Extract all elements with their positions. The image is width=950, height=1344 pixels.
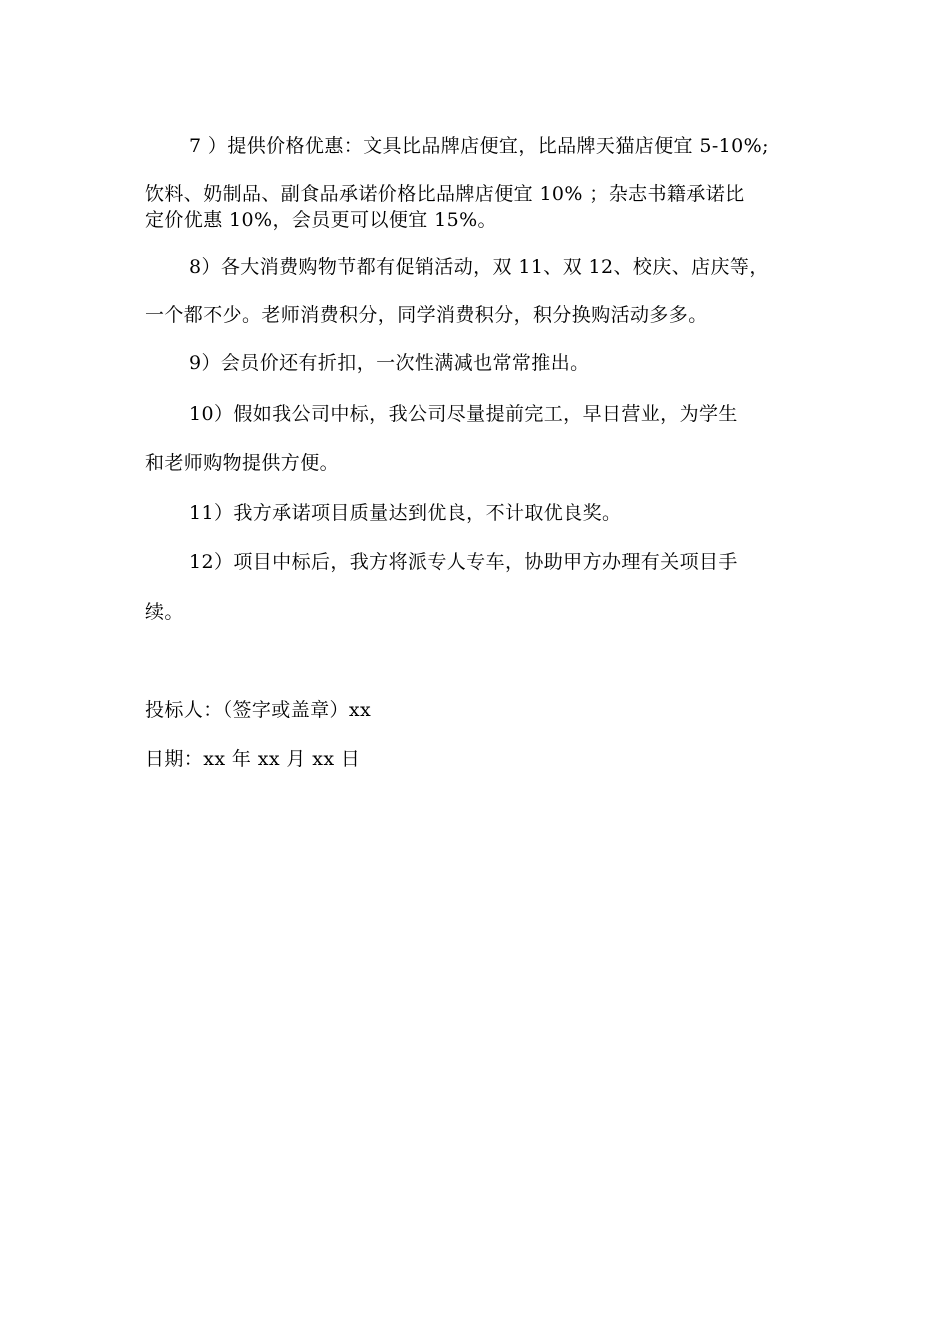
item-7-line-1: 7 ）提供价格优惠：文具比品牌店便宜，比品牌天猫店便宜 5-10%; — [189, 135, 769, 157]
item-8-line-2: 一个都不少。老师消费积分，同学消费积分，积分换购活动多多。 — [145, 304, 708, 326]
item-12-line-2: 续。 — [145, 601, 184, 623]
item-9-line-1: 9）会员价还有折扣，一次性满减也常常推出。 — [189, 352, 590, 374]
item-8-line-1: 8）各大消费购物节都有促销活动，双 11、双 12、校庆、店庆等， — [189, 256, 769, 278]
item-10-line-2: 和老师购物提供方便。 — [145, 452, 340, 474]
item-7-line-3: 定价优惠 10%，会员更可以便宜 15%。 — [145, 209, 497, 231]
bidder-signature: 投标人：（签字或盖章）xx — [145, 699, 372, 721]
item-11-line-1: 11）我方承诺项目质量达到优良，不计取优良奖。 — [189, 502, 622, 524]
signature-date: 日期：xx 年 xx 月 xx 日 — [145, 748, 361, 770]
item-10-line-1: 10）假如我公司中标，我公司尽量提前完工，早日营业，为学生 — [189, 403, 738, 425]
item-7-line-2: 饮料、奶制品、副食品承诺价格比品牌店便宜 10% ；杂志书籍承诺比 — [145, 183, 745, 205]
item-12-line-1: 12）项目中标后，我方将派专人专车，协助甲方办理有关项目手 — [189, 551, 738, 573]
